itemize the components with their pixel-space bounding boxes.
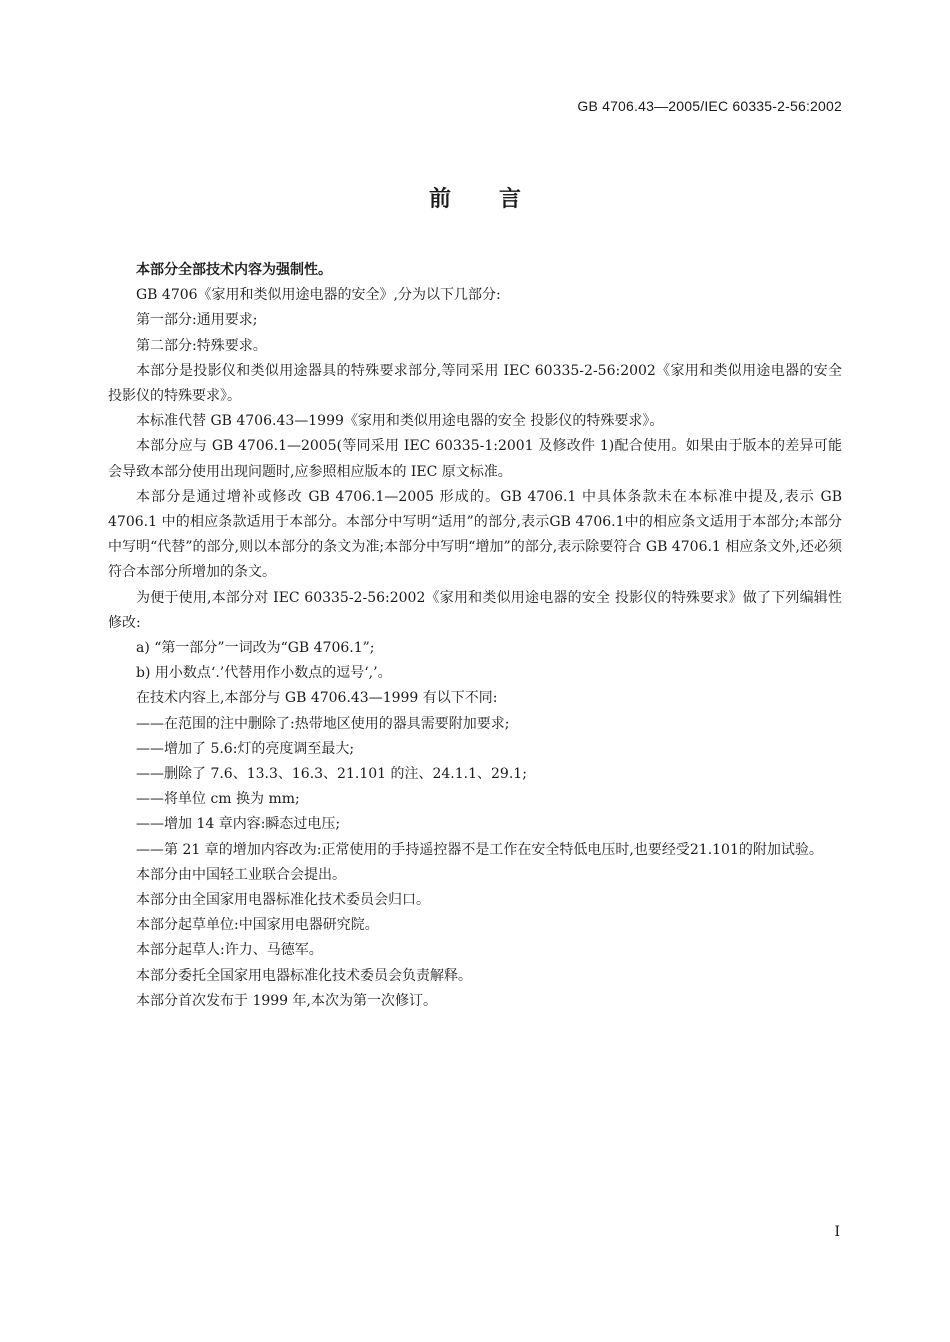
list-item: a) “第一部分”一词改为“GB 4706.1”; — [136, 640, 375, 657]
page-title: 前言 — [428, 187, 569, 212]
dash-item: ——删除了 7.6、13.3、16.3、21.101 的注、24.1.1、29.1; — [136, 766, 527, 783]
page-number: I — [834, 1224, 840, 1240]
paragraph: 在技术内容上,本部分与 GB 4706.43—1999 有以下不同: — [136, 690, 498, 707]
paragraph: 本部分是通过增补或修改 GB 4706.1—2005 形成的。GB 4706.1 中具体条款未在本标准中提及,表示 GB 4706.1 中的相应条款适用于本部分。本部分中写明“适用”的部分,表示GB 4706.1中的相应条文适用于本部分;本部分中写明“代替”的部分,则以本部分的条文为准;本部分中写明“增加”的部分,表示除要符合 GB 4706.1 相应条文外,还必须符合本部分所增加的条文。 — [108, 488, 842, 581]
paragraph: 本部分是投影仪和类似用途器具的特殊要求部分,等同采用 IEC 60335-2-56:2002《家用和类似用途电器的安全 投影仪的特殊要求》。 — [108, 362, 842, 405]
standard-code-header: GB 4706.43—2005/IEC 60335-2-56:2002 — [577, 98, 842, 114]
paragraph: 本部分由中国轻工业联合会提出。 — [136, 866, 346, 883]
paragraph: 本部分起草单位:中国家用电器研究院。 — [136, 917, 379, 934]
paragraph: 第二部分:特殊要求。 — [136, 337, 267, 354]
dash-item: ——增加了 5.6:灯的亮度调至最大; — [136, 740, 355, 757]
paragraph: 本部分由全国家用电器标准化技术委员会归口。 — [136, 892, 430, 909]
paragraph: 本标准代替 GB 4706.43—1999《家用和类似用途电器的安全 投影仪的特殊要求》。 — [136, 413, 664, 430]
dash-item: ——将单位 cm 换为 mm; — [136, 791, 300, 808]
paragraph: 本部分委托全国家用电器标准化技术委员会负责解释。 — [136, 967, 472, 984]
foreword-body — [108, 258, 842, 1014]
paragraph: 为便于使用,本部分对 IEC 60335-2-56:2002《家用和类似用途电器的安全 投影仪的特殊要求》做了下列编辑性修改: — [108, 589, 842, 631]
dash-item: ——增加 14 章内容:瞬态过电压; — [136, 816, 341, 833]
dash-item: ——第 21 章的增加内容改为:正常使用的手持遥控器不是工作在安全特低电压时,也要经受21.101的附加试验。 — [136, 841, 823, 858]
paragraph: GB 4706《家用和类似用途电器的安全》,分为以下几部分: — [136, 287, 501, 304]
mandatory-statement: 本部分全部技术内容为强制性。 — [136, 262, 332, 278]
list-item: b) 用小数点‘.’代替用作小数点的逗号‘,’。 — [136, 665, 392, 682]
paragraph: 本部分起草人:许力、马德军。 — [136, 942, 323, 959]
dash-item: ——在范围的注中删除了:热带地区使用的器具需要附加要求; — [136, 715, 510, 732]
paragraph: 本部分应与 GB 4706.1—2005(等同采用 IEC 60335-1:2001 及修改件 1)配合使用。如果由于版本的差异可能会导致本部分使用出现问题时,应参照相应版本的 IEC 原文标准。 — [108, 438, 842, 480]
paragraph: 本部分首次发布于 1999 年,本次为第一次修订。 — [136, 992, 437, 1009]
paragraph: 第一部分:通用要求; — [136, 312, 258, 329]
